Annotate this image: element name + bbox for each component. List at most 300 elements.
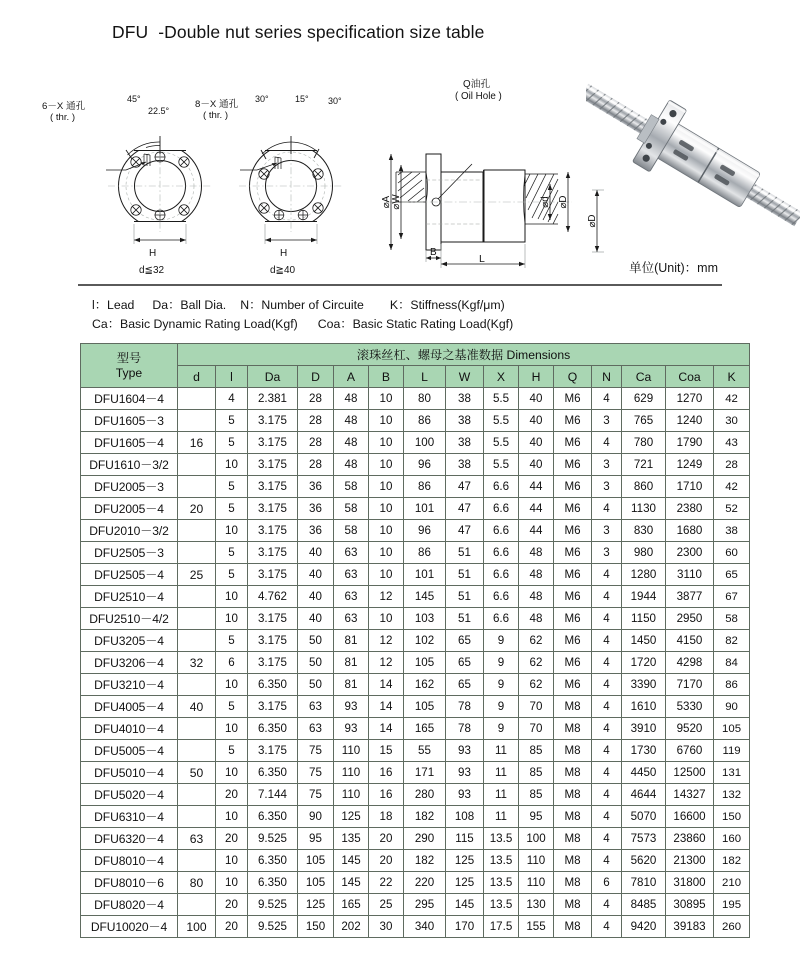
unit-note: 单位(Unit)：mm [629, 261, 718, 275]
cell-d [178, 586, 216, 608]
cell-Coa: 3110 [666, 564, 714, 586]
col-header-Da: Da [248, 366, 298, 388]
cell-Q: M8 [554, 894, 592, 916]
cell-N: 4 [592, 696, 622, 718]
cell-H: 62 [519, 630, 554, 652]
cell-Coa: 4150 [666, 630, 714, 652]
cell-Q: M6 [554, 432, 592, 454]
cell-Ca: 765 [622, 410, 666, 432]
cell-N: 4 [592, 828, 622, 850]
table-head-row-2 [81, 366, 750, 388]
cell-Ca: 1730 [622, 740, 666, 762]
cell-N: 4 [592, 784, 622, 806]
cell-H: 40 [519, 432, 554, 454]
label-angle-45: 45° [127, 94, 141, 104]
cell-D: 28 [298, 432, 334, 454]
cell-Coa: 4298 [666, 652, 714, 674]
legend-ball-dia: Da：Ball Dia. [152, 298, 227, 312]
label-dim-A: ⌀A [381, 195, 392, 209]
label-8x-holes: 8－X 通孔 [195, 99, 239, 110]
cell-A: 48 [334, 410, 369, 432]
cell-Coa: 21300 [666, 850, 714, 872]
cell-l: 10 [216, 762, 248, 784]
table-row [81, 630, 750, 652]
drawing-svg [0, 62, 800, 274]
cell-A: 81 [334, 652, 369, 674]
cell-Ca: 1720 [622, 652, 666, 674]
cell-L: 96 [404, 454, 446, 476]
cell-type: DFU2505－4 [81, 564, 178, 586]
col-header-H: H [519, 366, 554, 388]
table-row [81, 828, 750, 850]
cell-d [178, 740, 216, 762]
cell-X: 13.5 [484, 894, 519, 916]
cell-l: 20 [216, 916, 248, 938]
cell-l: 5 [216, 498, 248, 520]
cell-D: 50 [298, 674, 334, 696]
cell-type: DFU1605－3 [81, 410, 178, 432]
cell-Ca: 1150 [622, 608, 666, 630]
cell-L: 80 [404, 388, 446, 410]
cell-type: DFU2510－4/2 [81, 608, 178, 630]
cell-l: 20 [216, 894, 248, 916]
table-body [81, 388, 750, 938]
cell-d [178, 454, 216, 476]
cell-L: 220 [404, 872, 446, 894]
label-angle-30-b: 30° [328, 96, 342, 106]
cell-K: 132 [714, 784, 750, 806]
cell-Ca: 1944 [622, 586, 666, 608]
cell-Q: M6 [554, 476, 592, 498]
cell-Da: 9.525 [248, 894, 298, 916]
cell-A: 110 [334, 784, 369, 806]
cell-type: DFU8020－4 [81, 894, 178, 916]
cell-l: 10 [216, 586, 248, 608]
cell-Coa: 30895 [666, 894, 714, 916]
cell-Da: 3.175 [248, 740, 298, 762]
cell-type: DFU1605－4 [81, 432, 178, 454]
table-row [81, 564, 750, 586]
cell-Coa: 1249 [666, 454, 714, 476]
cell-A: 63 [334, 586, 369, 608]
cell-Coa: 2300 [666, 542, 714, 564]
cell-K: 38 [714, 520, 750, 542]
cell-B: 16 [369, 784, 404, 806]
cell-Da: 3.175 [248, 542, 298, 564]
cell-Ca: 860 [622, 476, 666, 498]
cell-Coa: 39183 [666, 916, 714, 938]
cell-Da: 3.175 [248, 476, 298, 498]
cell-Da: 3.175 [248, 608, 298, 630]
ballscrew-photo [565, 62, 800, 251]
cell-l: 5 [216, 696, 248, 718]
col-header-K: K [714, 366, 750, 388]
cell-Q: M6 [554, 564, 592, 586]
cell-A: 63 [334, 608, 369, 630]
cell-type: DFU8010－6 [81, 872, 178, 894]
cell-K: 43 [714, 432, 750, 454]
cell-N: 4 [592, 388, 622, 410]
cell-K: 60 [714, 542, 750, 564]
cell-N: 4 [592, 718, 622, 740]
table-row [81, 432, 750, 454]
cell-Q: M8 [554, 718, 592, 740]
cell-X: 5.5 [484, 410, 519, 432]
cell-Q: M8 [554, 740, 592, 762]
cell-Coa: 6760 [666, 740, 714, 762]
cell-L: 162 [404, 674, 446, 696]
cell-A: 125 [334, 806, 369, 828]
col-header-Ca: Ca [622, 366, 666, 388]
cell-type: DFU5020－4 [81, 784, 178, 806]
cell-N: 3 [592, 454, 622, 476]
cell-X: 9 [484, 696, 519, 718]
table-head-row-1 [81, 344, 750, 366]
cell-H: 40 [519, 454, 554, 476]
cell-d: 63 [178, 828, 216, 850]
header-divider [78, 284, 722, 286]
cell-K: 210 [714, 872, 750, 894]
cell-X: 9 [484, 630, 519, 652]
cell-Q: M6 [554, 608, 592, 630]
label-dim-W: ⌀W [391, 194, 402, 210]
cell-B: 10 [369, 388, 404, 410]
cell-H: 44 [519, 498, 554, 520]
cell-type: DFU2505－3 [81, 542, 178, 564]
table-row [81, 586, 750, 608]
col-header-dimensions: 滚珠丝杠、螺母之基准数据 Dimensions [178, 344, 750, 366]
cell-B: 10 [369, 564, 404, 586]
cell-W: 38 [446, 454, 484, 476]
cell-Da: 9.525 [248, 916, 298, 938]
cell-d [178, 806, 216, 828]
cell-Ca: 4644 [622, 784, 666, 806]
cell-L: 280 [404, 784, 446, 806]
cell-Q: M6 [554, 454, 592, 476]
cell-d: 50 [178, 762, 216, 784]
cell-B: 25 [369, 894, 404, 916]
cell-W: 51 [446, 542, 484, 564]
cell-D: 90 [298, 806, 334, 828]
cell-type: DFU8010－4 [81, 850, 178, 872]
cell-L: 101 [404, 564, 446, 586]
cell-D: 40 [298, 564, 334, 586]
cell-X: 6.6 [484, 476, 519, 498]
cell-d [178, 520, 216, 542]
cell-Coa: 5330 [666, 696, 714, 718]
flange-view-left [106, 136, 212, 244]
cell-type: DFU5010－4 [81, 762, 178, 784]
cell-Coa: 14327 [666, 784, 714, 806]
cell-l: 6 [216, 652, 248, 674]
cell-A: 135 [334, 828, 369, 850]
cell-B: 10 [369, 476, 404, 498]
cell-Q: M8 [554, 828, 592, 850]
cell-K: 119 [714, 740, 750, 762]
cell-Q: M8 [554, 762, 592, 784]
cell-A: 145 [334, 850, 369, 872]
cell-B: 12 [369, 630, 404, 652]
cell-B: 10 [369, 410, 404, 432]
cell-Q: M8 [554, 872, 592, 894]
cell-W: 38 [446, 432, 484, 454]
specification-table [80, 343, 750, 938]
cell-l: 10 [216, 718, 248, 740]
cell-B: 10 [369, 454, 404, 476]
cell-A: 48 [334, 388, 369, 410]
cell-W: 65 [446, 630, 484, 652]
cell-X: 13.5 [484, 872, 519, 894]
cell-K: 260 [714, 916, 750, 938]
cell-l: 5 [216, 476, 248, 498]
cell-X: 13.5 [484, 828, 519, 850]
cell-N: 3 [592, 520, 622, 542]
cell-H: 85 [519, 784, 554, 806]
cell-N: 4 [592, 894, 622, 916]
cell-d [178, 718, 216, 740]
cell-H: 85 [519, 762, 554, 784]
table-row [81, 608, 750, 630]
cell-Coa: 1240 [666, 410, 714, 432]
cell-Ca: 5620 [622, 850, 666, 872]
cell-A: 81 [334, 674, 369, 696]
cell-L: 290 [404, 828, 446, 850]
cell-L: 295 [404, 894, 446, 916]
cell-B: 16 [369, 762, 404, 784]
label-angle-22-5: 22.5° [148, 106, 170, 116]
cell-A: 81 [334, 630, 369, 652]
cell-Da: 3.175 [248, 520, 298, 542]
cell-B: 22 [369, 872, 404, 894]
cell-N: 3 [592, 476, 622, 498]
cell-K: 42 [714, 476, 750, 498]
cell-D: 75 [298, 740, 334, 762]
table-row [81, 718, 750, 740]
cell-D: 63 [298, 696, 334, 718]
cell-H: 130 [519, 894, 554, 916]
cell-N: 3 [592, 410, 622, 432]
cell-Q: M8 [554, 784, 592, 806]
cell-d: 32 [178, 652, 216, 674]
cell-B: 10 [369, 608, 404, 630]
cell-W: 125 [446, 872, 484, 894]
cell-A: 48 [334, 432, 369, 454]
cell-K: 195 [714, 894, 750, 916]
cell-K: 65 [714, 564, 750, 586]
cell-D: 63 [298, 718, 334, 740]
table-row [81, 740, 750, 762]
cell-K: 105 [714, 718, 750, 740]
cell-K: 86 [714, 674, 750, 696]
table-row [81, 696, 750, 718]
cell-A: 58 [334, 476, 369, 498]
cell-L: 86 [404, 476, 446, 498]
cell-Ca: 1450 [622, 630, 666, 652]
cell-A: 93 [334, 718, 369, 740]
cell-l: 10 [216, 872, 248, 894]
cell-N: 4 [592, 740, 622, 762]
col-header-type [81, 344, 178, 388]
cell-type: DFU1604－4 [81, 388, 178, 410]
cell-L: 165 [404, 718, 446, 740]
cell-Coa: 2380 [666, 498, 714, 520]
legend-block [92, 296, 732, 334]
col-header-W: W [446, 366, 484, 388]
table-row [81, 674, 750, 696]
cell-Da: 3.175 [248, 454, 298, 476]
cell-Q: M6 [554, 388, 592, 410]
table-row [81, 454, 750, 476]
cell-H: 48 [519, 564, 554, 586]
col-header-D: D [298, 366, 334, 388]
cell-Da: 3.175 [248, 410, 298, 432]
cell-A: 202 [334, 916, 369, 938]
cell-H: 40 [519, 388, 554, 410]
cell-W: 65 [446, 674, 484, 696]
cell-D: 28 [298, 388, 334, 410]
cell-Da: 6.350 [248, 850, 298, 872]
cell-Da: 9.525 [248, 828, 298, 850]
cell-W: 38 [446, 388, 484, 410]
cell-l: 5 [216, 542, 248, 564]
cell-N: 3 [592, 542, 622, 564]
cell-D: 125 [298, 894, 334, 916]
cell-H: 70 [519, 718, 554, 740]
cell-X: 5.5 [484, 454, 519, 476]
cell-type: DFU2005－4 [81, 498, 178, 520]
cell-type: DFU6310－4 [81, 806, 178, 828]
cell-H: 62 [519, 674, 554, 696]
cell-Q: M6 [554, 410, 592, 432]
cell-Coa: 2950 [666, 608, 714, 630]
cell-H: 48 [519, 608, 554, 630]
cell-X: 6.6 [484, 586, 519, 608]
cell-Q: M8 [554, 696, 592, 718]
cell-l: 10 [216, 850, 248, 872]
cell-d: 100 [178, 916, 216, 938]
cell-N: 4 [592, 586, 622, 608]
cell-Ca: 9420 [622, 916, 666, 938]
cell-L: 105 [404, 696, 446, 718]
label-6x-holes: 6－X 通孔 [42, 101, 86, 112]
cell-Ca: 629 [622, 388, 666, 410]
cell-K: 28 [714, 454, 750, 476]
cell-Ca: 830 [622, 520, 666, 542]
cell-B: 10 [369, 498, 404, 520]
cell-X: 11 [484, 806, 519, 828]
cell-L: 182 [404, 806, 446, 828]
legend-stiffness: K：Stiffness(Kgf/μm) [389, 298, 505, 312]
cell-W: 125 [446, 850, 484, 872]
legend-lead: l：Lead [92, 298, 135, 312]
cell-Ca: 780 [622, 432, 666, 454]
cell-B: 14 [369, 696, 404, 718]
cell-d [178, 784, 216, 806]
cell-B: 10 [369, 432, 404, 454]
cell-A: 58 [334, 498, 369, 520]
cell-B: 12 [369, 652, 404, 674]
cell-L: 86 [404, 542, 446, 564]
cell-D: 28 [298, 410, 334, 432]
cell-Coa: 7170 [666, 674, 714, 696]
page-title: DFU -Double nut series specification size table [112, 22, 485, 42]
cell-A: 110 [334, 762, 369, 784]
cell-D: 105 [298, 872, 334, 894]
label-dim-L: L [479, 253, 485, 265]
cell-W: 38 [446, 410, 484, 432]
cell-X: 17.5 [484, 916, 519, 938]
cell-d [178, 542, 216, 564]
cell-D: 28 [298, 454, 334, 476]
cell-Ca: 721 [622, 454, 666, 476]
cell-L: 145 [404, 586, 446, 608]
cell-l: 20 [216, 784, 248, 806]
cell-type: DFU1610－3/2 [81, 454, 178, 476]
cell-A: 48 [334, 454, 369, 476]
cell-l: 5 [216, 432, 248, 454]
cell-W: 47 [446, 476, 484, 498]
cell-Da: 4.762 [248, 586, 298, 608]
cell-L: 171 [404, 762, 446, 784]
cell-Coa: 9520 [666, 718, 714, 740]
cell-D: 105 [298, 850, 334, 872]
cell-type: DFU3210－4 [81, 674, 178, 696]
table-head [81, 344, 750, 388]
cell-X: 11 [484, 740, 519, 762]
flange-view-right [239, 136, 343, 244]
col-header-B: B [369, 366, 404, 388]
cell-Da: 3.175 [248, 432, 298, 454]
cell-X: 9 [484, 718, 519, 740]
col-header-A: A [334, 366, 369, 388]
cell-K: 67 [714, 586, 750, 608]
cell-Ca: 1610 [622, 696, 666, 718]
cell-B: 10 [369, 542, 404, 564]
cell-H: 100 [519, 828, 554, 850]
cell-K: 160 [714, 828, 750, 850]
cell-l: 10 [216, 520, 248, 542]
table-row [81, 894, 750, 916]
table-row [81, 784, 750, 806]
cell-type: DFU6320－4 [81, 828, 178, 850]
cell-D: 50 [298, 652, 334, 674]
cell-N: 4 [592, 652, 622, 674]
cell-Ca: 5070 [622, 806, 666, 828]
cell-B: 30 [369, 916, 404, 938]
cell-Coa: 1680 [666, 520, 714, 542]
cell-K: 182 [714, 850, 750, 872]
cell-Coa: 3877 [666, 586, 714, 608]
cell-type: DFU4005－4 [81, 696, 178, 718]
cell-W: 51 [446, 564, 484, 586]
cell-Ca: 7573 [622, 828, 666, 850]
cell-l: 4 [216, 388, 248, 410]
cell-type: DFU2510－4 [81, 586, 178, 608]
nut-section-view [386, 154, 572, 268]
table-row [81, 476, 750, 498]
cell-L: 102 [404, 630, 446, 652]
cell-d [178, 410, 216, 432]
cell-type: DFU3205－4 [81, 630, 178, 652]
cell-K: 90 [714, 696, 750, 718]
table-row [81, 806, 750, 828]
cell-H: 110 [519, 872, 554, 894]
cell-type: DFU10020－4 [81, 916, 178, 938]
cell-Q: M6 [554, 542, 592, 564]
label-angle-30-a: 30° [255, 94, 269, 104]
cell-N: 4 [592, 916, 622, 938]
label-dim-d: ⌀d [540, 196, 551, 208]
